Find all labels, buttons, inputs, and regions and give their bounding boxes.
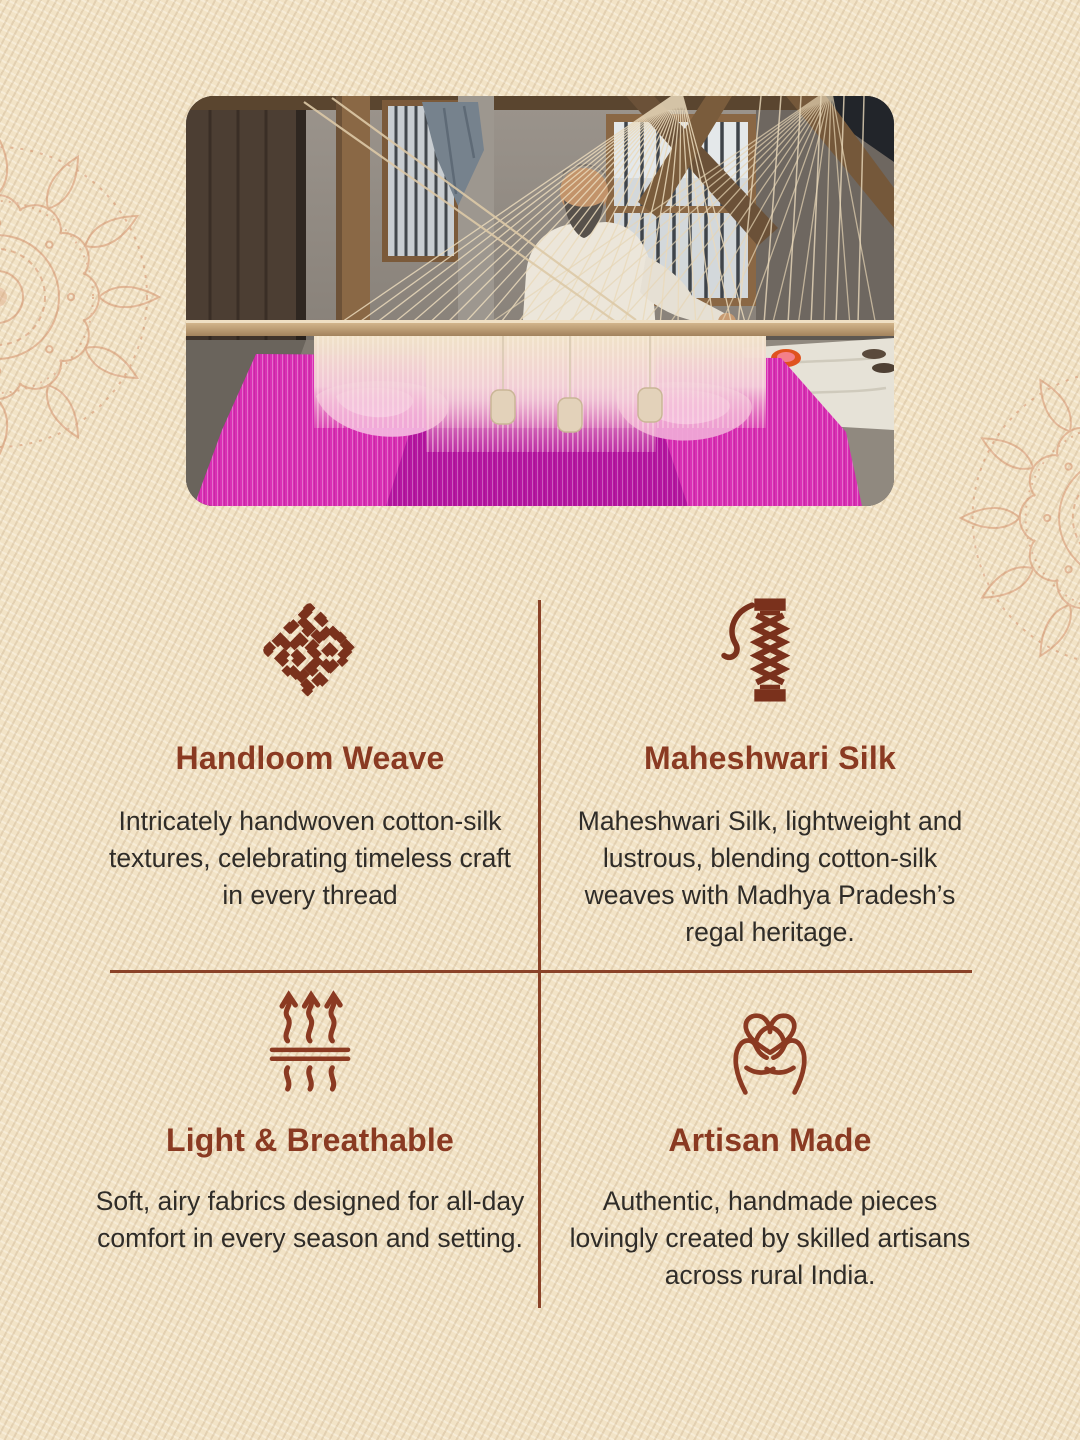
feature-title: Light & Breathable xyxy=(165,1122,455,1158)
feature-title: Maheshwari Silk xyxy=(644,740,896,776)
hero-photo-handloom-weaver xyxy=(186,96,894,506)
mandala-ornament-left xyxy=(0,122,172,472)
feature-title: Handloom Weave xyxy=(175,740,445,776)
feature-description: Soft, airy fabrics designed for all-day comfort in every season and setting. xyxy=(95,1186,525,1254)
feature-description: Intricately handwoven cotton-silk textures, celebrating timeless craft in every thread xyxy=(108,806,512,911)
weave-pattern-icon xyxy=(254,594,366,706)
vertical-divider xyxy=(538,600,541,1308)
hands-holding-heart-icon xyxy=(714,986,826,1098)
horizontal-divider xyxy=(110,970,972,973)
feature-maheshwari-silk xyxy=(550,594,990,951)
feature-light-breathable xyxy=(90,986,530,1257)
airflow-breathable-icon xyxy=(254,986,366,1098)
feature-title: Artisan Made xyxy=(668,1122,872,1158)
feature-handloom-weave xyxy=(90,594,530,914)
feature-description: Maheshwari Silk, lightweight and lustrous, blending cotton-silk weaves with Madhya Pradesh’s regal heritage. xyxy=(577,806,963,948)
thread-spool-icon xyxy=(714,594,826,706)
feature-artisan-made xyxy=(550,986,990,1294)
feature-description: Authentic, handmade pieces lovingly created by skilled artisans across rural India. xyxy=(569,1186,971,1291)
